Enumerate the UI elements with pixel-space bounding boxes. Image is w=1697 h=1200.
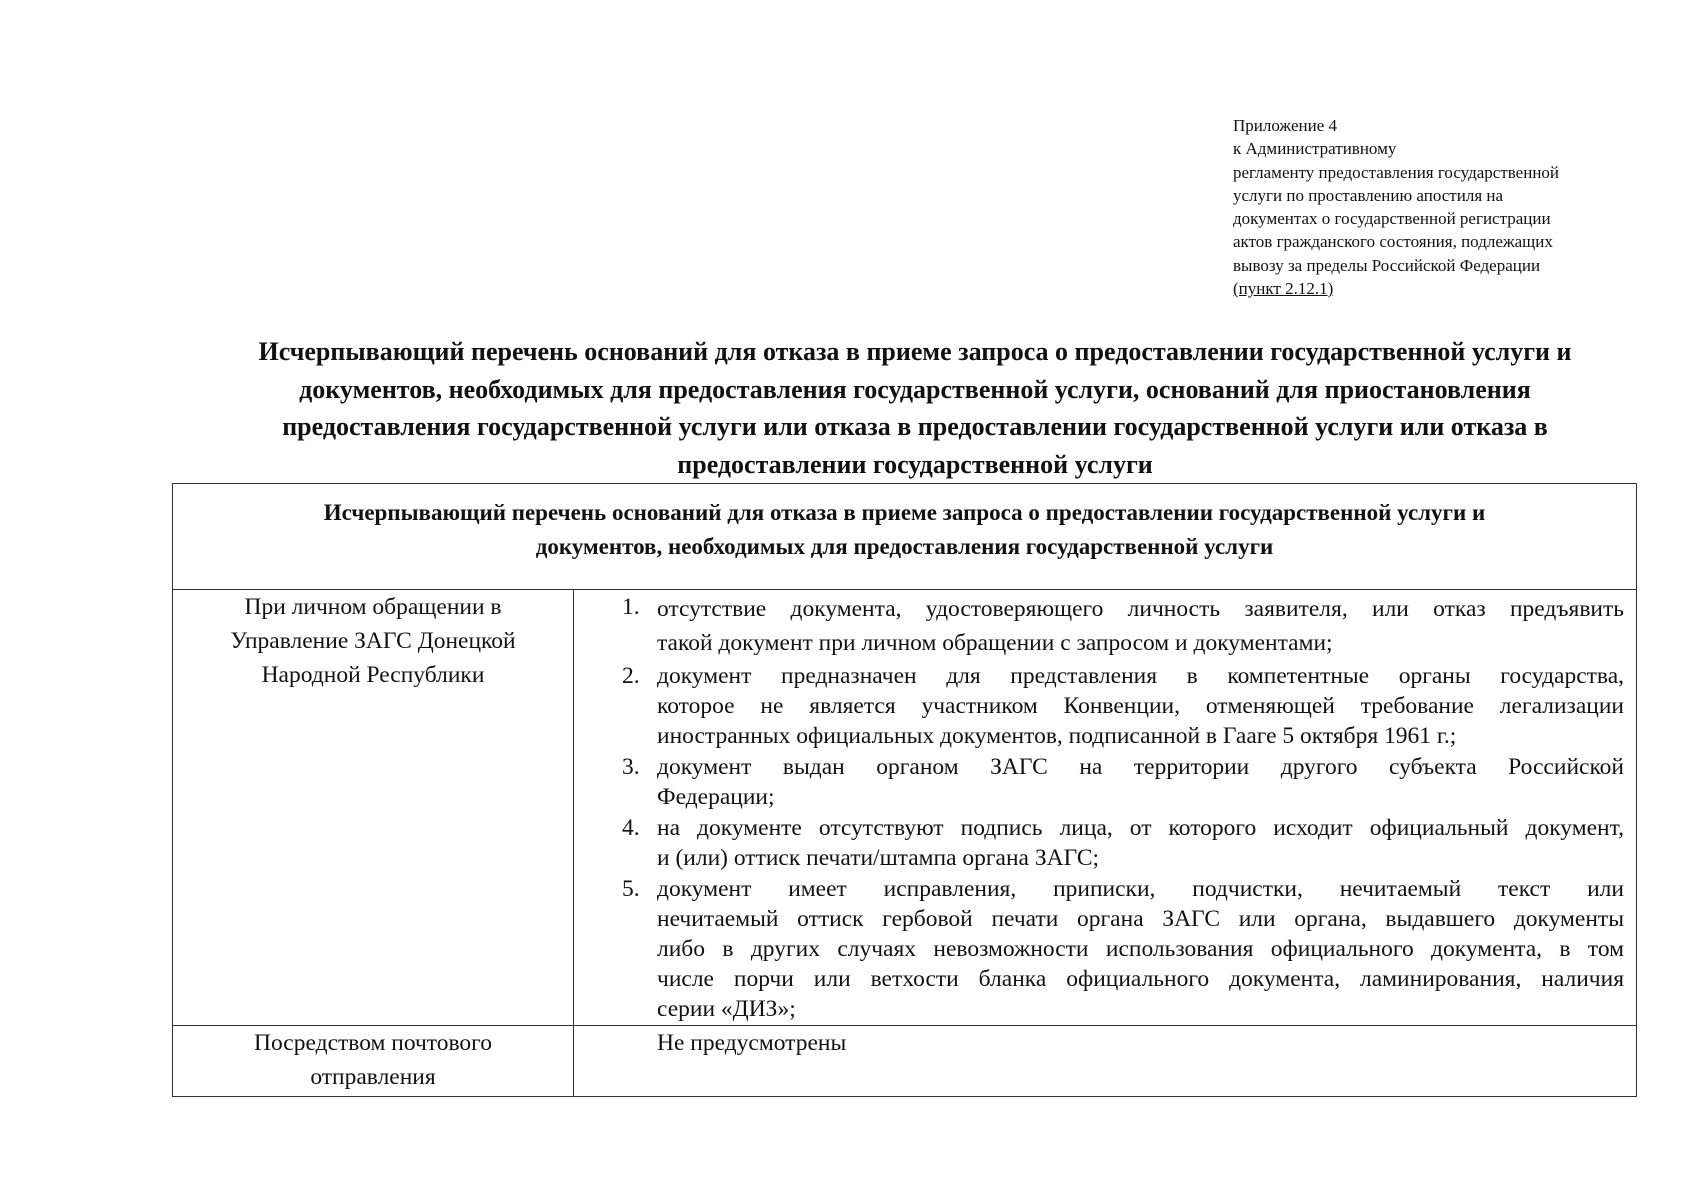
reason-item bbox=[574, 590, 1624, 660]
reason-line: документ имеет исправления, приписки, подчистки, нечитаемый текст или bbox=[657, 876, 1624, 902]
document-title bbox=[175, 333, 1655, 483]
channel-cell bbox=[173, 1026, 574, 1097]
channel-line: отправления bbox=[310, 1064, 436, 1090]
reason-item bbox=[574, 813, 1624, 873]
reason-line: иностранных официальных документов, подписанной в Гааге 5 октября 1961 г.; bbox=[657, 723, 1457, 749]
reason-item bbox=[574, 874, 1624, 1024]
reason-line: отсутствие документа, удостоверяющего личность заявителя, или отказ предъявить bbox=[657, 596, 1624, 622]
appendix-line: услуги по проставлению апостиля на bbox=[1233, 185, 1504, 205]
appendix-line: актов гражданского состояния, подлежащих bbox=[1233, 232, 1553, 252]
reason-item bbox=[574, 752, 1624, 812]
reason-number: 1. bbox=[622, 594, 640, 620]
appendix-reference: (пункт 2.12.1) bbox=[1233, 279, 1334, 299]
not-provided-text: Не предусмотрены bbox=[657, 1030, 847, 1056]
appendix-note bbox=[1233, 114, 1633, 300]
reason-number: 5. bbox=[622, 876, 640, 902]
reason-number: 3. bbox=[622, 754, 640, 780]
channel-line: Народной Республики bbox=[261, 662, 485, 688]
reason-line: на документе отсутствуют подпись лица, от которого исходит официальный документ, bbox=[657, 815, 1624, 841]
channel-line: При личном обращении в bbox=[244, 594, 502, 620]
appendix-line: документах о государственной регистрации bbox=[1233, 209, 1551, 229]
appendix-line: вывозу за пределы Российской Федерации bbox=[1233, 255, 1541, 275]
appendix-line: к Административному bbox=[1233, 139, 1397, 159]
channel-line: Управление ЗАГС Донецкой bbox=[230, 628, 516, 654]
channel-line: Посредством почтового bbox=[254, 1030, 492, 1056]
title-line: предоставления государственной услуги или отказа в предоставлении государственной услуги или отказа в bbox=[282, 412, 1548, 441]
reason-line: числе порчи или ветхости бланка официального документа, ламинирования, наличия bbox=[657, 966, 1624, 992]
reason-item bbox=[574, 661, 1624, 751]
reasons-cell bbox=[574, 590, 1637, 1026]
title-line: Исчерпывающий перечень оснований для отказа в приеме запроса о предоставлении государственной услуги и bbox=[258, 337, 1572, 366]
channel-cell bbox=[173, 590, 574, 1026]
title-line: предоставлении государственной услуги bbox=[677, 449, 1153, 479]
table-row bbox=[173, 590, 1637, 1026]
reasons-cell bbox=[574, 1026, 1637, 1097]
reason-number: 2. bbox=[622, 663, 640, 689]
header-line: документов, необходимых для предоставления государственной услуги bbox=[535, 534, 1274, 559]
table-row bbox=[173, 1026, 1637, 1097]
grounds-table bbox=[172, 483, 1637, 1097]
reason-number: 4. bbox=[622, 815, 640, 841]
table-header-row bbox=[173, 484, 1637, 590]
reason-line: документ предназначен для представления в компетентные органы государства, bbox=[657, 663, 1624, 689]
table-header-cell bbox=[173, 484, 1637, 590]
header-line: Исчерпывающий перечень оснований для отказа в приеме запроса о предоставлении государственной услуги и bbox=[323, 500, 1486, 525]
reason-line: которое не является участником Конвенции, отменяющей требование легализации bbox=[657, 693, 1624, 719]
reason-line: документ выдан органом ЗАГС на территории другого субъекта Российской bbox=[657, 754, 1624, 780]
appendix-line: регламенту предоставления государственной bbox=[1233, 162, 1560, 182]
reason-line: серии «ДИЗ»; bbox=[657, 996, 796, 1022]
reason-line: нечитаемый оттиск гербовой печати органа ЗАГС или органа, выдавшего документы bbox=[657, 906, 1624, 932]
reason-line: такой документ при личном обращении с запросом и документами; bbox=[657, 630, 1333, 656]
reason-line: Федерации; bbox=[657, 784, 775, 810]
title-line: документов, необходимых для предоставления государственной услуги, оснований для приостановления bbox=[299, 374, 1531, 404]
reason-line: и (или) оттиск печати/штампа органа ЗАГС; bbox=[657, 845, 1100, 871]
reason-line: либо в других случаях невозможности использования официального документа, в том bbox=[657, 936, 1624, 962]
appendix-line: Приложение 4 bbox=[1233, 116, 1337, 135]
